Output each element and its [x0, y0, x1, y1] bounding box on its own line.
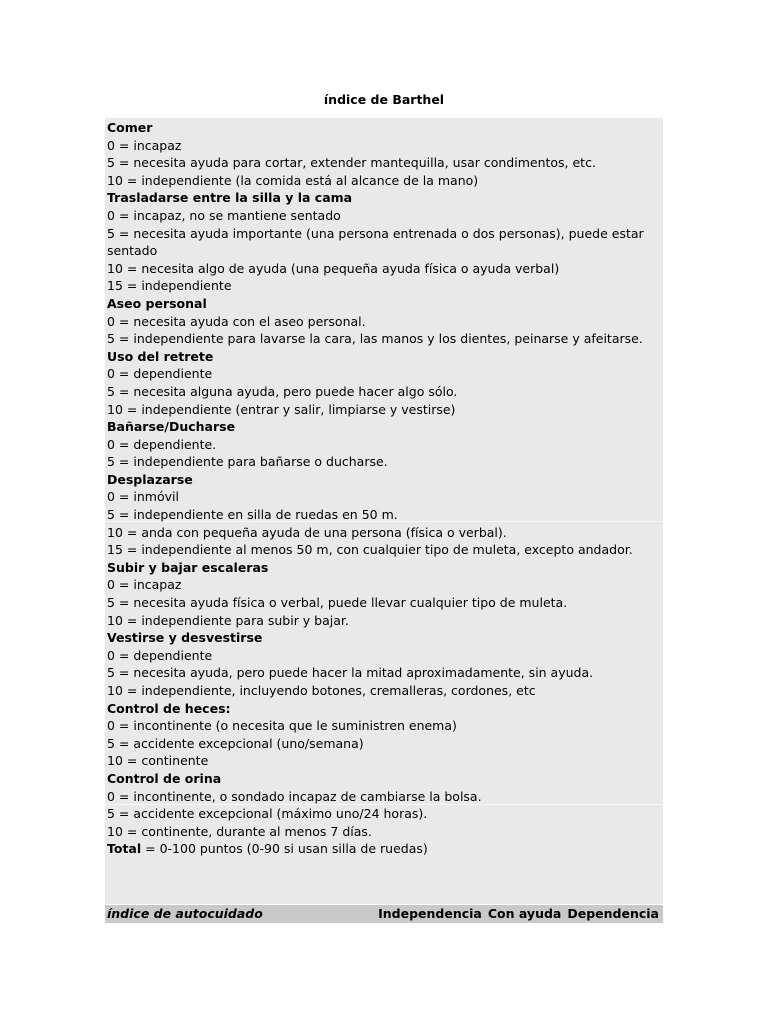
criteria-list [107, 119, 659, 858]
criteria-item: 5 = accidente excepcional (uno/semana) [107, 735, 364, 751]
criteria-item: 5 = necesita ayuda para cortar, extender mantequilla, usar condimentos, etc. [107, 155, 596, 171]
criteria-item: 10 = necesita algo de ayuda (una pequeña ayuda física o ayuda verbal) [107, 260, 560, 276]
total-label: Total [107, 841, 142, 857]
criteria-item: 15 = independiente al menos 50 m, con cualquier tipo de muleta, excepto andador. [107, 542, 633, 558]
section-heading: Trasladarse entre la silla y la cama [107, 190, 353, 206]
section-heading: Control de heces: [107, 700, 231, 716]
criteria-item: 0 = incontinente (o necesita que le suministren enema) [107, 718, 457, 734]
criteria-item: 0 = incontinente, o sondado incapaz de cambiarse la bolsa. [107, 788, 482, 804]
section-heading: Control de orina [107, 770, 222, 786]
criteria-item: 10 = independiente (la comida está al alcance de la mano) [107, 172, 479, 188]
criteria-item: 10 = independiente para subir y bajar. [107, 612, 349, 628]
column-independencia: Independencia [378, 906, 482, 921]
total-line [107, 840, 659, 858]
page-title: índice de Barthel [323, 92, 445, 107]
section-heading: Vestirse y desvestirse [107, 630, 263, 646]
criteria-item: 0 = dependiente [107, 366, 213, 382]
section-heading: Uso del retrete [107, 348, 214, 364]
criteria-item: 10 = independiente, incluyendo botones, cremalleras, cordones, etc [107, 683, 536, 698]
section-heading: Subir y bajar escaleras [107, 559, 269, 575]
section-heading: Bañarse/Ducharse [107, 419, 236, 435]
column-con-ayuda: Con ayuda [487, 906, 562, 921]
criteria-item: 10 = anda con pequeña ayuda de una persona (física o verbal). [107, 524, 507, 540]
criteria-item: 0 = inmóvil [107, 489, 179, 505]
criteria-item: 10 = independiente (entrar y salir, limpiarse y vestirse) [107, 401, 456, 417]
criteria-item: 5 = necesita ayuda física o verbal, puede llevar cualquier tipo de muleta. [107, 595, 568, 611]
criteria-item: 5 = necesita ayuda, pero puede hacer la mitad aproximadamente, sin ayuda. [107, 665, 594, 681]
criteria-item: 5 = necesita alguna ayuda, pero puede hacer algo sólo. [107, 383, 458, 399]
criteria-item: 10 = continente [107, 753, 209, 769]
column-dependencia: Dependencia [567, 906, 659, 921]
criteria-item: 0 = incapaz [107, 137, 182, 153]
criteria-item: 15 = independiente [107, 278, 232, 294]
criteria-item: 0 = dependiente [107, 647, 213, 663]
criteria-item: 0 = incapaz [107, 577, 182, 593]
footer-columns [378, 905, 659, 923]
section-heading: Aseo personal [107, 295, 207, 311]
section-heading: Comer [107, 120, 153, 135]
criteria-item: 0 = dependiente. [107, 436, 217, 452]
criteria-item: 10 = continente, durante al menos 7 días. [107, 823, 372, 839]
footer-bar [105, 905, 663, 923]
criteria-item: 0 = necesita ayuda con el aseo personal. [107, 313, 366, 329]
section-heading: Desplazarse [107, 471, 193, 487]
criteria-item: 5 = accidente excepcional (máximo uno/24 horas). [107, 806, 428, 822]
criteria-item: 5 = necesita ayuda importante (una persona entrenada o dos personas), puede estar sentado [107, 225, 644, 259]
criteria-item: 5 = independiente para lavarse la cara, las manos y los dientes, peinarse y afeitarse. [107, 331, 643, 347]
criteria-item: 0 = incapaz, no se mantiene sentado [107, 207, 341, 223]
criteria-item: 5 = independiente en silla de ruedas en 50 m. [107, 507, 398, 523]
total-text: = 0-100 puntos (0-90 si usan silla de ruedas) [141, 841, 428, 857]
footer-index-label: índice de autocuidado [107, 906, 263, 921]
criteria-item: 5 = independiente para bañarse o ducharse. [107, 454, 388, 470]
